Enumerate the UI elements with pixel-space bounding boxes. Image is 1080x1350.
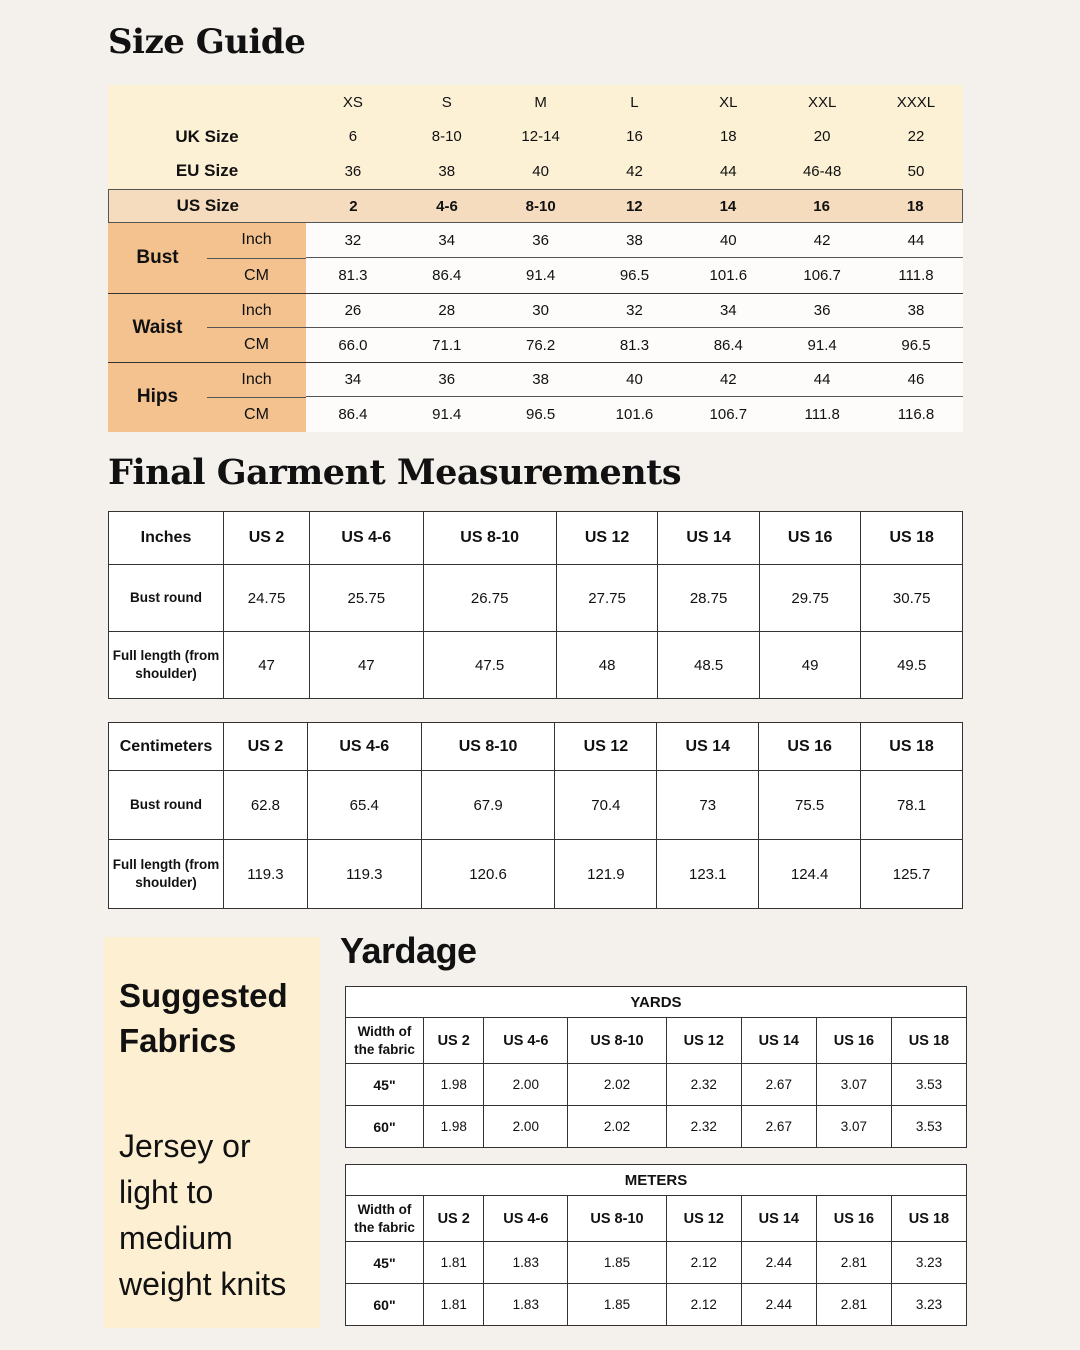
value-cell: 78.1 [861, 771, 963, 840]
value-cell: 38 [588, 223, 682, 258]
value-cell: 116.8 [897, 405, 935, 423]
table-caption: METERS [346, 1165, 967, 1196]
cm-values-row [306, 328, 963, 362]
value-cell: 32 [306, 223, 400, 258]
value-cell: 44 [869, 223, 963, 258]
us-size-header: US 8-10 [568, 1018, 666, 1064]
us-size-header: US 14 [658, 512, 760, 565]
uk-size: 22 [907, 128, 925, 146]
value-cell: 30 [494, 294, 588, 328]
us-size-header: US 12 [666, 1196, 741, 1242]
unit-label: CM [244, 266, 269, 284]
value-cell: 36 [775, 294, 869, 328]
us-size-header: US 16 [816, 1196, 891, 1242]
row-label: 45" [346, 1064, 424, 1106]
row-label: UK Size [175, 126, 239, 146]
row-label: 60" [346, 1284, 424, 1326]
width-label: Width of the fabric [346, 1018, 424, 1064]
letter-size: S [441, 93, 452, 111]
us-size-header: US 14 [741, 1018, 816, 1064]
value-cell: 1.83 [484, 1242, 568, 1284]
value-cell: 81.3 [619, 336, 650, 354]
us-size-header: US 4-6 [307, 723, 421, 771]
value-cell: 96.5 [901, 336, 931, 354]
value-cell: 26.75 [423, 565, 556, 632]
table-row [109, 771, 963, 840]
value-cell: 2.12 [666, 1242, 741, 1284]
eu-size: 36 [344, 162, 362, 180]
value-cell: 46 [869, 363, 963, 397]
row-label: Bust round [109, 565, 224, 632]
value-cell: 3.07 [816, 1106, 891, 1148]
yardage-meters-table [345, 1164, 967, 1326]
value-cell: 2.00 [484, 1106, 568, 1148]
us-size-header: US 18 [861, 512, 963, 565]
row-label: Bust round [109, 771, 224, 840]
value-cell: 62.8 [224, 771, 308, 840]
suggested-fabrics-panel [104, 937, 320, 1328]
value-cell: 40 [681, 223, 775, 258]
row-label: US Size [176, 196, 239, 216]
value-cell: 2.02 [568, 1106, 666, 1148]
inch-values-row [306, 363, 963, 397]
us-size-header: US 18 [861, 723, 963, 771]
eu-size: 42 [626, 162, 643, 180]
value-cell: 2.81 [816, 1284, 891, 1326]
letter-size: M [534, 93, 547, 111]
value-cell: 96.5 [619, 266, 650, 284]
value-cell: 119.3 [307, 840, 421, 909]
yardage-yards-table [345, 986, 967, 1148]
value-cell: 123.1 [657, 840, 759, 909]
value-cell: 86.4 [432, 266, 462, 284]
uk-size: 12-14 [521, 128, 560, 146]
us-size-row [108, 189, 963, 224]
value-cell: 49.5 [861, 632, 963, 699]
letter-size: XXL [807, 93, 837, 111]
us-size-header: US 16 [759, 512, 861, 565]
us-size: 14 [719, 197, 737, 215]
eu-size: 44 [719, 162, 737, 180]
size-guide-table [108, 85, 963, 432]
value-cell: 1.81 [424, 1242, 484, 1284]
table-row [346, 1242, 967, 1284]
garment-inches-table [108, 511, 963, 699]
us-size-header: US 16 [759, 723, 861, 771]
value-cell: 3.23 [891, 1242, 966, 1284]
value-cell: 2.67 [741, 1106, 816, 1148]
hips-group [108, 362, 963, 431]
value-cell: 25.75 [310, 565, 423, 632]
value-cell: 111.8 [898, 266, 934, 284]
value-cell: 81.3 [338, 266, 368, 284]
value-cell: 47 [224, 632, 310, 699]
fabrics-title: Suggested Fabrics [119, 977, 288, 1059]
value-cell: 111.8 [804, 405, 840, 423]
value-cell: 66.0 [338, 336, 368, 354]
value-cell: 28 [400, 294, 494, 328]
value-cell: 3.23 [891, 1284, 966, 1326]
value-cell: 120.6 [421, 840, 555, 909]
letter-size: XS [342, 93, 363, 111]
uk-size: 6 [348, 128, 358, 146]
garment-centimeters-table [108, 722, 963, 909]
value-cell: 34 [400, 223, 494, 258]
value-cell: 3.53 [891, 1064, 966, 1106]
table-header-row [346, 1196, 967, 1242]
us-size: 12 [625, 197, 643, 215]
row-label: Full length (from shoulder) [109, 840, 224, 909]
table-header-row [109, 723, 963, 771]
uk-size: 20 [813, 128, 831, 146]
us-size: 18 [906, 197, 924, 215]
value-cell: 47.5 [423, 632, 556, 699]
eu-size: 38 [438, 162, 456, 180]
value-cell: 1.83 [484, 1284, 568, 1326]
us-size-header: US 14 [657, 723, 759, 771]
value-cell: 2.02 [568, 1064, 666, 1106]
value-cell: 75.5 [759, 771, 861, 840]
value-cell: 2.81 [816, 1242, 891, 1284]
value-cell: 1.98 [424, 1106, 484, 1148]
value-cell: 119.3 [224, 840, 308, 909]
eu-size: 50 [907, 162, 925, 180]
us-size: 4-6 [436, 197, 458, 215]
value-cell: 40 [588, 363, 682, 397]
value-cell: 2.32 [666, 1106, 741, 1148]
value-cell: 38 [869, 294, 963, 328]
value-cell: 2.44 [741, 1242, 816, 1284]
waist-group [108, 293, 963, 362]
letter-size: XL [719, 93, 738, 111]
us-size-header: US 2 [424, 1196, 484, 1242]
value-cell: 65.4 [307, 771, 421, 840]
group-label: Bust [108, 223, 207, 292]
us-size-header: US 14 [741, 1196, 816, 1242]
size-guide-title: Size Guide [108, 22, 306, 62]
value-cell: 34 [306, 363, 400, 397]
table-header-row [109, 512, 963, 565]
value-cell: 70.4 [555, 771, 657, 840]
unit-label: Inch [207, 294, 306, 329]
uk-size-row [108, 120, 963, 155]
us-size-header: US 2 [224, 512, 310, 565]
value-cell: 3.53 [891, 1106, 966, 1148]
value-cell: 76.2 [526, 336, 556, 354]
unit-label: CM [244, 405, 269, 423]
us-size-header: US 18 [891, 1018, 966, 1064]
us-size-header: US 8-10 [568, 1196, 666, 1242]
eu-size: 40 [532, 162, 549, 180]
value-cell: 36 [400, 363, 494, 397]
table-caption: YARDS [346, 987, 967, 1018]
eu-size-row [108, 154, 963, 189]
letter-size: XXXL [896, 93, 936, 111]
table-row [109, 565, 963, 632]
us-size-header: US 12 [555, 723, 657, 771]
value-cell: 2.44 [741, 1284, 816, 1326]
fabrics-description: Jersey or light to medium weight knits [119, 1128, 287, 1302]
value-cell: 34 [681, 294, 775, 328]
value-cell: 73 [657, 771, 759, 840]
value-cell: 36 [494, 223, 588, 258]
inch-values-row [306, 294, 963, 328]
bust-group [108, 223, 963, 292]
value-cell: 27.75 [556, 565, 658, 632]
us-size-header: US 12 [556, 512, 658, 565]
value-cell: 91.4 [526, 266, 556, 284]
value-cell: 32 [588, 294, 682, 328]
value-cell: 96.5 [526, 405, 556, 423]
value-cell: 3.07 [816, 1064, 891, 1106]
value-cell: 2.32 [666, 1064, 741, 1106]
uk-size: 16 [626, 128, 643, 146]
us-size: 2 [349, 197, 358, 215]
final-garment-title: Final Garment Measurements [108, 452, 682, 493]
table-row [109, 840, 963, 909]
value-cell: 2.12 [666, 1284, 741, 1326]
table-row [109, 632, 963, 699]
us-size-header: US 4-6 [310, 512, 423, 565]
value-cell: 121.9 [555, 840, 657, 909]
yardage-title: Yardage [340, 930, 477, 971]
us-size-header: US 8-10 [423, 512, 556, 565]
group-label: Hips [108, 363, 207, 431]
unit-label: Inch [207, 223, 306, 258]
value-cell: 2.00 [484, 1064, 568, 1106]
width-label: Width of the fabric [346, 1196, 424, 1242]
table-header-row [346, 1018, 967, 1064]
caption-row [346, 987, 967, 1018]
value-cell: 42 [681, 363, 775, 397]
table-row [346, 1106, 967, 1148]
value-cell: 71.1 [432, 336, 462, 354]
value-cell: 125.7 [861, 840, 963, 909]
value-cell: 1.85 [568, 1284, 666, 1326]
value-cell: 106.7 [803, 266, 841, 284]
us-size-header: US 16 [816, 1018, 891, 1064]
caption-row [346, 1165, 967, 1196]
value-cell: 101.6 [615, 405, 654, 423]
eu-size: 46-48 [802, 162, 842, 180]
value-cell: 48.5 [658, 632, 760, 699]
value-cell: 91.4 [432, 405, 462, 423]
table-row [346, 1284, 967, 1326]
group-label: Waist [108, 294, 207, 362]
table-row [346, 1064, 967, 1106]
row-label: 60" [346, 1106, 424, 1148]
row-label: EU Size [175, 161, 239, 181]
value-cell: 26 [306, 294, 400, 328]
value-cell: 44 [775, 363, 869, 397]
value-cell: 29.75 [759, 565, 861, 632]
inch-values-row [306, 223, 963, 258]
us-size-header: US 18 [891, 1196, 966, 1242]
value-cell: 42 [775, 223, 869, 258]
us-size: 16 [813, 197, 830, 215]
unit-label: Inch [207, 363, 306, 398]
letter-size: L [630, 93, 639, 111]
value-cell: 24.75 [224, 565, 310, 632]
corner-label: Inches [109, 512, 224, 565]
us-size: 8-10 [525, 197, 556, 215]
us-size-header: US 2 [224, 723, 308, 771]
value-cell: 124.4 [759, 840, 861, 909]
value-cell: 106.7 [709, 405, 748, 423]
value-cell: 91.4 [807, 336, 837, 354]
letter-size-row [108, 85, 963, 120]
value-cell: 1.85 [568, 1242, 666, 1284]
value-cell: 86.4 [713, 336, 743, 354]
value-cell: 101.6 [709, 266, 748, 284]
us-size-header: US 12 [666, 1018, 741, 1064]
cm-values-row [306, 397, 963, 431]
value-cell: 2.67 [741, 1064, 816, 1106]
row-label: Full length (from shoulder) [109, 632, 224, 699]
value-cell: 30.75 [861, 565, 963, 632]
value-cell: 67.9 [421, 771, 555, 840]
value-cell: 48 [556, 632, 658, 699]
us-size-header: US 8-10 [421, 723, 555, 771]
value-cell: 47 [310, 632, 423, 699]
uk-size: 8-10 [431, 128, 462, 146]
us-size-header: US 2 [424, 1018, 484, 1064]
corner-label: Centimeters [109, 723, 224, 771]
us-size-header: US 4-6 [484, 1196, 568, 1242]
value-cell: 38 [494, 363, 588, 397]
row-label: 45" [346, 1242, 424, 1284]
value-cell: 86.4 [338, 405, 368, 423]
value-cell: 49 [759, 632, 861, 699]
value-cell: 1.98 [424, 1064, 484, 1106]
value-cell: 28.75 [658, 565, 760, 632]
us-size-header: US 4-6 [484, 1018, 568, 1064]
value-cell: 1.81 [424, 1284, 484, 1326]
unit-label: CM [244, 336, 269, 354]
uk-size: 18 [719, 128, 737, 146]
cm-values-row [306, 258, 963, 293]
